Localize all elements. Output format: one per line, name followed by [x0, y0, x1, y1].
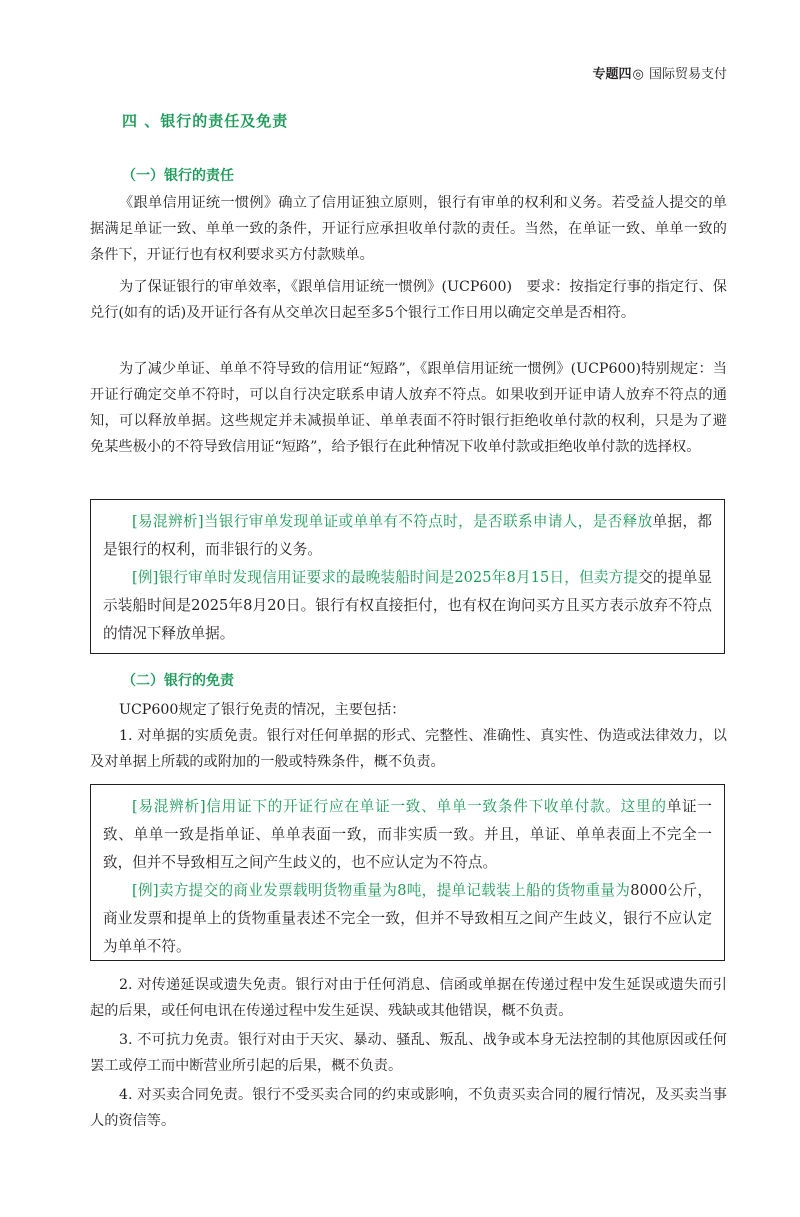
paragraph-item-3: 3. 不可抗力免责。银行对由于天灾、暴动、骚乱、叛乱、战争或本身无法控制的其他原因或任何罢工或停工而中断营业所引起的后果，概不负责。: [90, 1032, 727, 1074]
note-text: 当银行审单发现单证或单单有不符点时，是否联系申请人，是否释放: [203, 513, 653, 530]
example-label: [例]: [132, 882, 159, 899]
callout-box-2: [90, 784, 725, 961]
example-text: 卖方提交的商业发票载明货物重量为8吨，提单记载装上船的货物重量为: [158, 882, 631, 899]
note-text: 信用证下的开证行应在单证一致、单单一致条件下收单付款。这里的: [205, 798, 667, 815]
running-header: [592, 63, 727, 82]
header-separator: ◎: [632, 67, 644, 82]
note-label: [易混辨析]: [132, 798, 206, 815]
chapter-label: 专题四: [592, 67, 632, 82]
example-continuation: 8000公斤，商业发票和提单上的货物重量表述不完全一致，但并不导致相互之间产生歧义，银行不应认定为单单不符。: [103, 882, 713, 955]
example-text: 银行审单时发现信用证要求的最晚装船时间是2025年8月15日，但卖方提: [158, 569, 639, 586]
paragraph-independence: 《跟单信用证统一惯例》确立了信用证独立原则，银行有审单的权利和义务。若受益人提交的单据满足单证一致、单单一致的条件，开证行应承担收单付款的责任。当然，在单证一致、单单一致的条件下，开证行也有权利要求买方付款赎单。: [90, 195, 727, 263]
note-label: [易混辨析]: [132, 513, 204, 530]
note-continuation: 单证一致、单单一致是指单证、单单表面一致，而非实质一致。并且，单证、单单表面上不完全一致，但并不导致相互之间产生歧义的，也不应认定为不符点。: [103, 798, 712, 871]
subsection-title-exemption: （二）银行的免责: [122, 673, 234, 689]
note-continuation: 单据，都是银行的权利，而非银行的义务。: [103, 513, 712, 558]
paragraph-exemption-intro: UCP600规定了银行免责的情况，主要包括：: [119, 702, 406, 718]
callout-box-1: [90, 499, 725, 654]
example-continuation: 交的提单显示装船时间是2025年8月20日。银行有权直接拒付，也有权在询问买方且买方表示放弃不符点的情况下释放单据。: [103, 569, 712, 642]
paragraph-item-2: 2. 对传递延误或遗失免责。银行对由于任何消息、信函或单据在传递过程中发生延误或遗失而引起的后果，或任何电讯在传递过程中发生延误、残缺或其他错误，概不负责。: [90, 977, 727, 1019]
paragraph-short-circuit: 为了减少单证、单单不符导致的信用证“短路”，《跟单信用证统一惯例》(UCP600)特别规定：当开证行确定交单不符时，可以自行决定联系申请人放弃不符点。如果收到开证申请人放弃不符点的通知，可以释放单据。这些规定并未减损单证、单单表面不符时银行拒绝收单付款的权利，只是为了避免某些极小的不符导致信用证“短路”，给予银行在此种情况下收单付款或拒绝收单付款的选择权。: [90, 361, 727, 455]
subject-label: 国际贸易支付: [648, 67, 727, 82]
example-label: [例]: [132, 569, 159, 586]
paragraph-item-4: 4. 对买卖合同免责。银行不受买卖合同的约束或影响，不负责买卖合同的履行情况，及买卖当事人的资信等。: [90, 1087, 727, 1129]
paragraph-item-1: 1. 对单据的实质免责。银行对任何单据的形式、完整性、准确性、真实性、伪造或法律效力，以及对单据上所载的或附加的一般或特殊条件，概不负责。: [90, 728, 727, 770]
section-title: 四 、银行的责任及免责: [122, 112, 289, 130]
paragraph-efficiency: 为了保证银行的审单效率，《跟单信用证统一惯例》(UCP600) 要求：按指定行事的指定行、保兑行(如有的话)及开证行各有从交单次日起至多5个银行工作日用以确定交单是否相符。: [90, 279, 727, 321]
subsection-title-responsibility: （一）银行的责任: [122, 168, 234, 184]
